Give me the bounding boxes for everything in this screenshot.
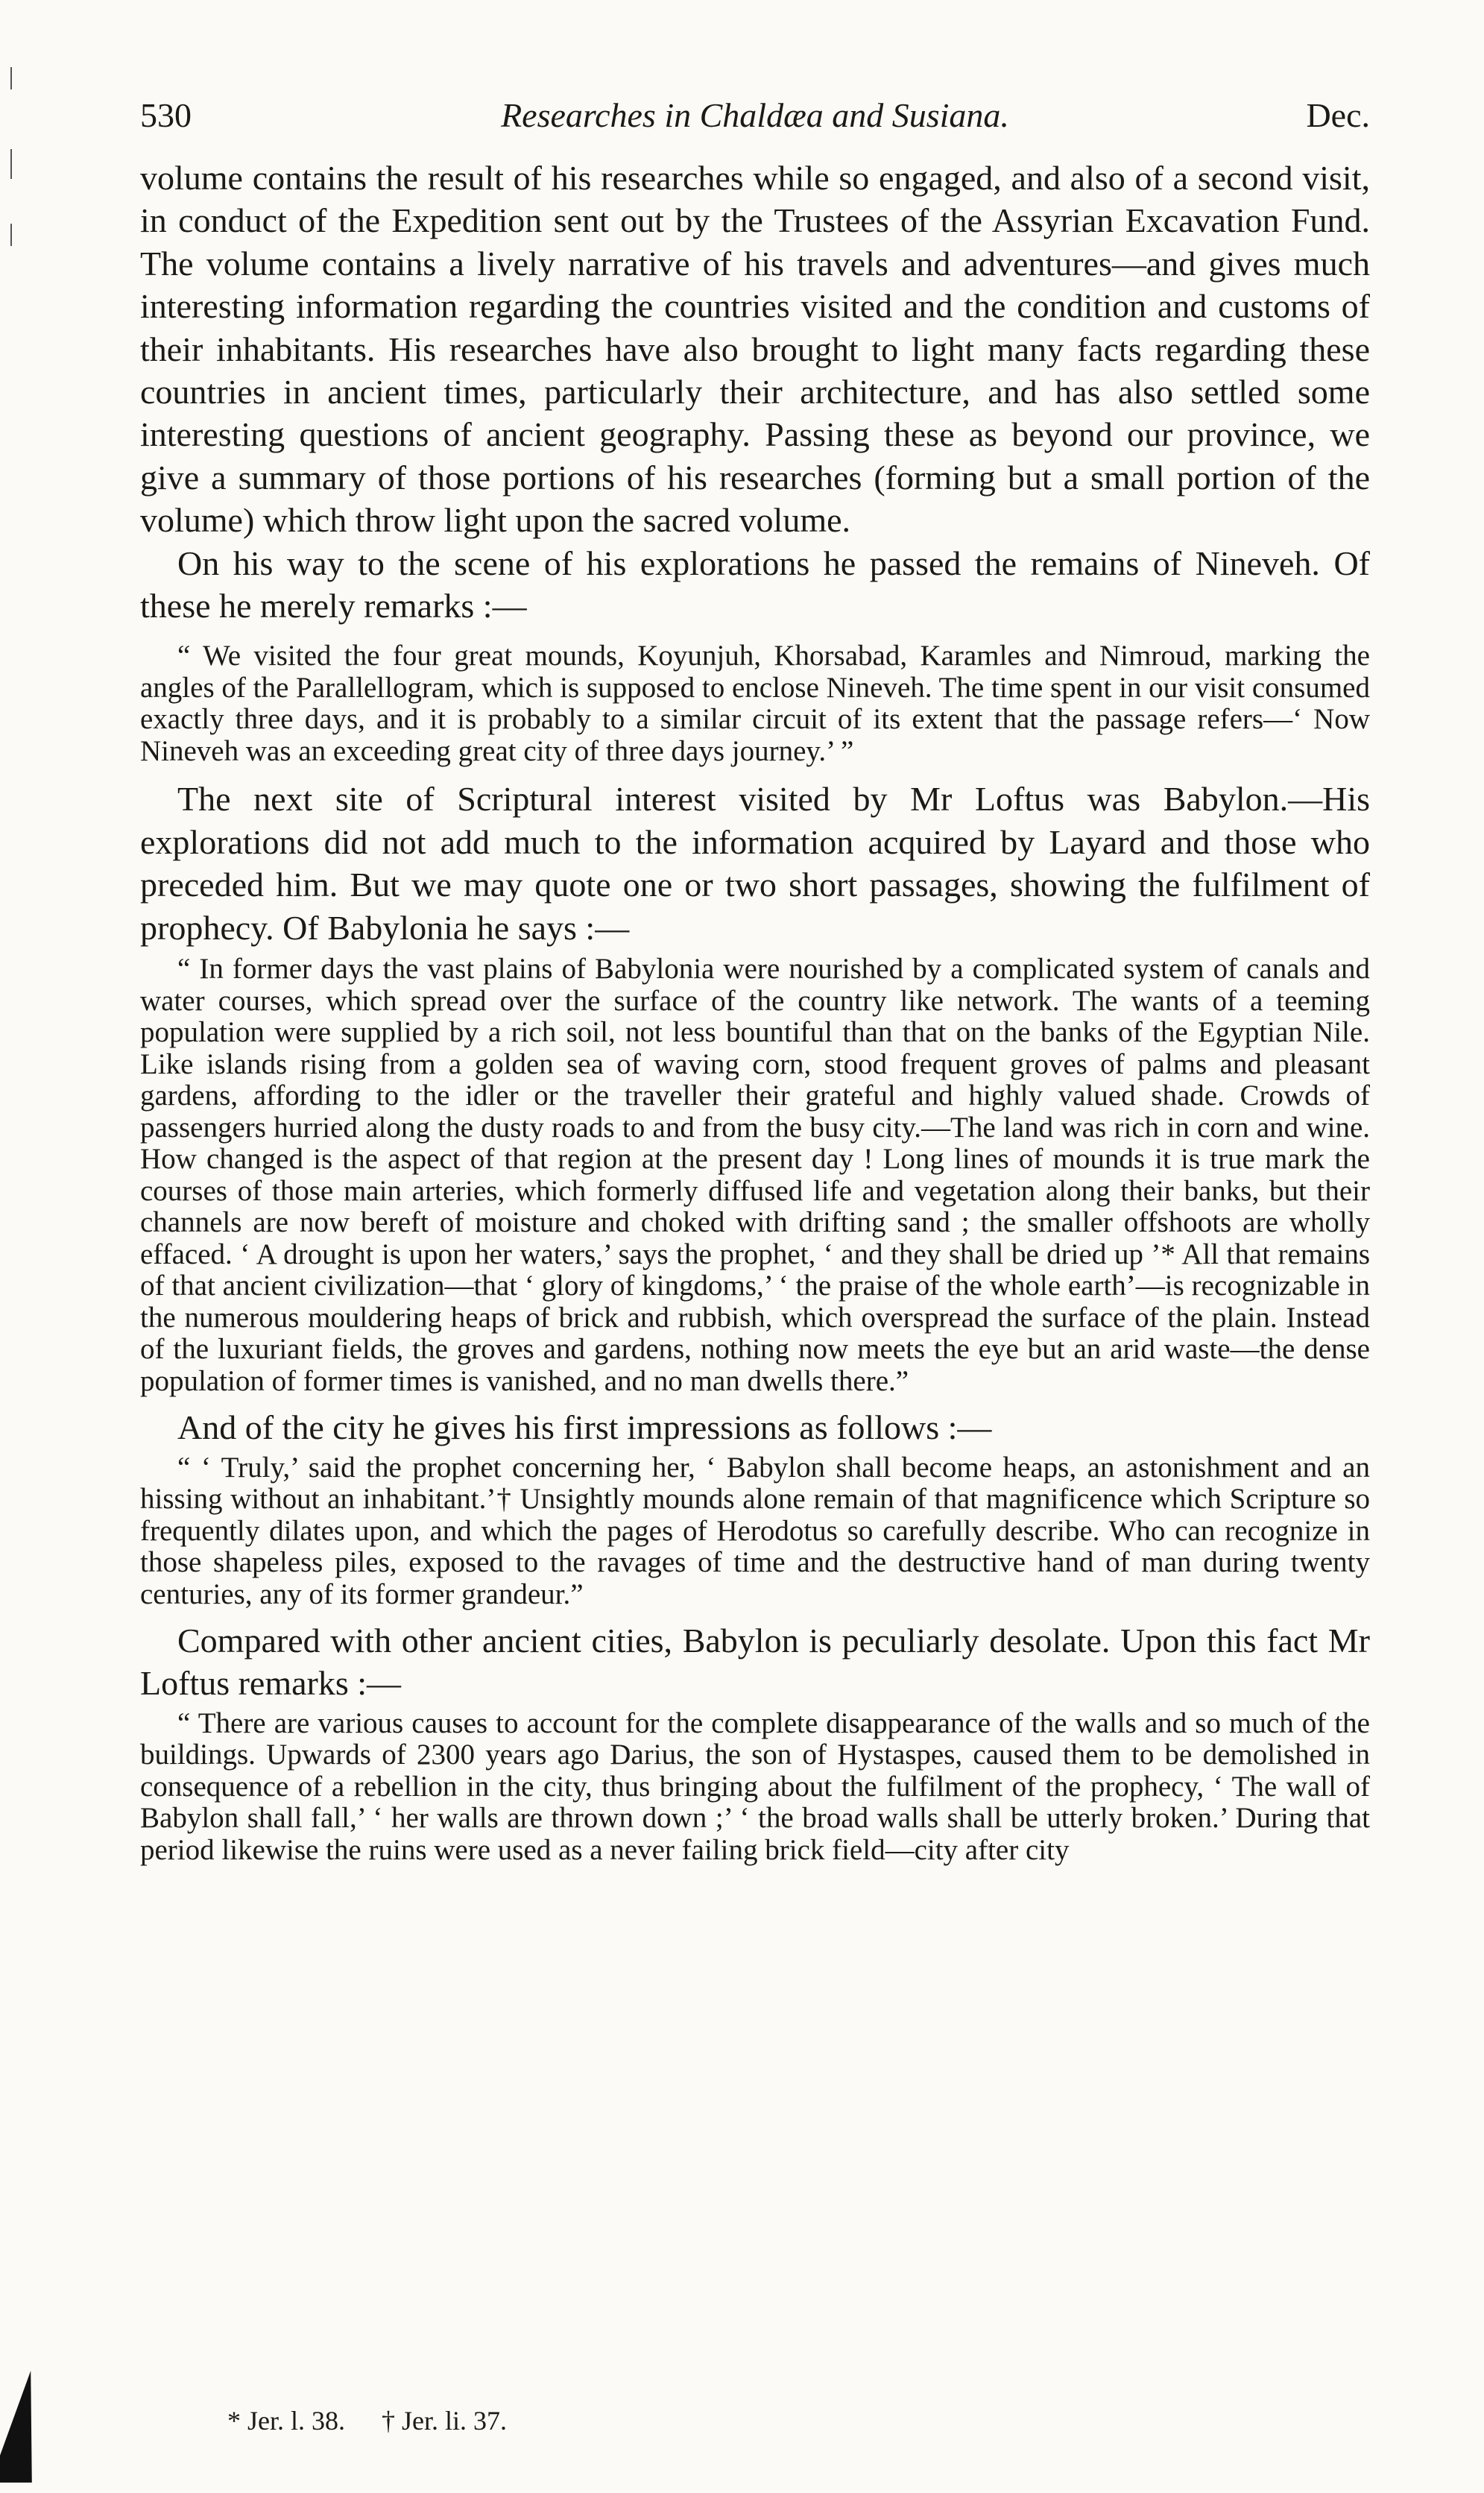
paragraph-intro: volume contains the result of his researches while so engaged, and also of a second visit, in conduct of the Expedition sent out by the Trustees of the Assyrian Excavation Fund. The volume contains a lively narrative of his travels and adventures—and gives much interesting information regarding the countries visited and the condition and customs of their inhabitants. His researches have also brought to light many facts regarding these countries in ancient times, particularly their architecture, and has also settled some interesting questions of ancient geography. Passing these as beyond our province, we give a summary of those portions of his researches (forming but a small portion of the volume) which throw light upon the sacred volume.	[140, 159, 1370, 540]
page-number: 530	[140, 96, 192, 134]
quote-walls: “ There are various causes to account for the complete disappearance of the walls and so much of the buildings. Upwards of 2300 years ago Darius, the son of Hystaspes, caused them to be demolished in consequence of a rebellion in the city, thus bringing about the fulfilment of the prophecy, ‘ The wall of Babylon shall fall,’ ‘ her walls are thrown down ;’ ‘ the broad walls shall be utterly broken.’ During that period likewise the ruins were used as a never failing brick field—city after city	[140, 1706, 1370, 1866]
margin-tick	[10, 224, 12, 246]
margin-binding-mark	[0, 2371, 51, 2483]
paragraph-nineveh: On his way to the scene of his explorations he passed the remains of Nineveh. Of these he merely remarks :—	[140, 543, 1370, 625]
quote-nineveh: “ We visited the four great mounds, Koyunjuh, Khorsabad, Karamles and Nimroud, marking the angles of the Parallellogram, which is supposed to enclose Nineveh. The time spent in our visit consumed exactly three days, and it is probably to a similar circuit of its extent that the passage refers—‘ Now Nineveh was an exceeding great city of three days journey.’ ”	[140, 640, 1370, 767]
footnote-2: † Jer. li. 37.	[382, 2406, 507, 2436]
paragraph-city: And of the city he gives his first impressions as follows :—	[177, 1408, 992, 1447]
running-title: Researches in Chaldæa and Susiana.	[501, 96, 1009, 134]
footnotes	[227, 2404, 537, 2437]
paragraph-babylon: The next site of Scriptural interest visited by Mr Loftus was Babylon.—His explorations did not add much to the information acquired by Layard and those who preceded him. But we may quote one or two short passages, showing the fulfilment of prophecy. Of Babylonia he says :—	[140, 780, 1370, 947]
quote-babylonia: “ In former days the vast plains of Babylonia were nourished by a complicated system of canals and water courses, which spread over the surface of the country like network. The wants of a teeming population were supplied by a rich soil, not less bountiful than that on the banks of the Egyptian Nile. Like islands rising from a golden sea of waving corn, stood frequent groves of palms and pleasant gardens, affording to the idler or the traveller their grateful and highly valued shade. Crowds of passengers hurried along the dusty roads to and from the busy city.—The land was rich in corn and wine. How changed is the aspect of that region at the present day ! Long lines of mounds it is true mark the courses of those main arteries, which formerly diffused life and vegetation along their banks, but their channels are now bereft of moisture and choked with drifting sand ; the smaller offshoots are wholly effaced. ‘ A drought is upon her waters,’ says the prophet, ‘ and they shall be dried up ’* All that remains of that ancient civilization—that ‘ glory of kingdoms,’ ‘ the praise of the whole earth’—is recognizable in the numerous mouldering heaps of brick and rubbish, which overspread the surface of the plain. Instead of the luxuriant fields, the groves and gardens, nothing now meets the eye but an arid waste—the dense population of former times is vanished, and no man dwells there.”	[140, 953, 1370, 1397]
text-column	[140, 157, 1370, 1866]
margin-tick	[10, 149, 12, 179]
paragraph-desolate: Compared with other ancient cities, Babylon is peculiarly desolate. Upon this fact Mr Loftus remarks :—	[140, 1621, 1370, 1703]
quote-city: “ ‘ Truly,’ said the prophet concerning her, ‘ Babylon shall become heaps, an astonishment and an hissing without an inhabitant.’† Unsightly mounds alone remain of that magnificence which Scripture so frequently dilates upon, and which the pages of Herodotus so carefully describe. Who can recognize in those shapeless piles, exposed to the ravages of time and the destructive hand of man during twenty centuries, any of its former grandeur.”	[140, 1451, 1370, 1610]
header-month: Dec.	[1306, 96, 1370, 134]
footnote-1: * Jer. l. 38.	[227, 2406, 345, 2436]
running-header	[140, 89, 1370, 142]
margin-tick	[10, 67, 12, 89]
